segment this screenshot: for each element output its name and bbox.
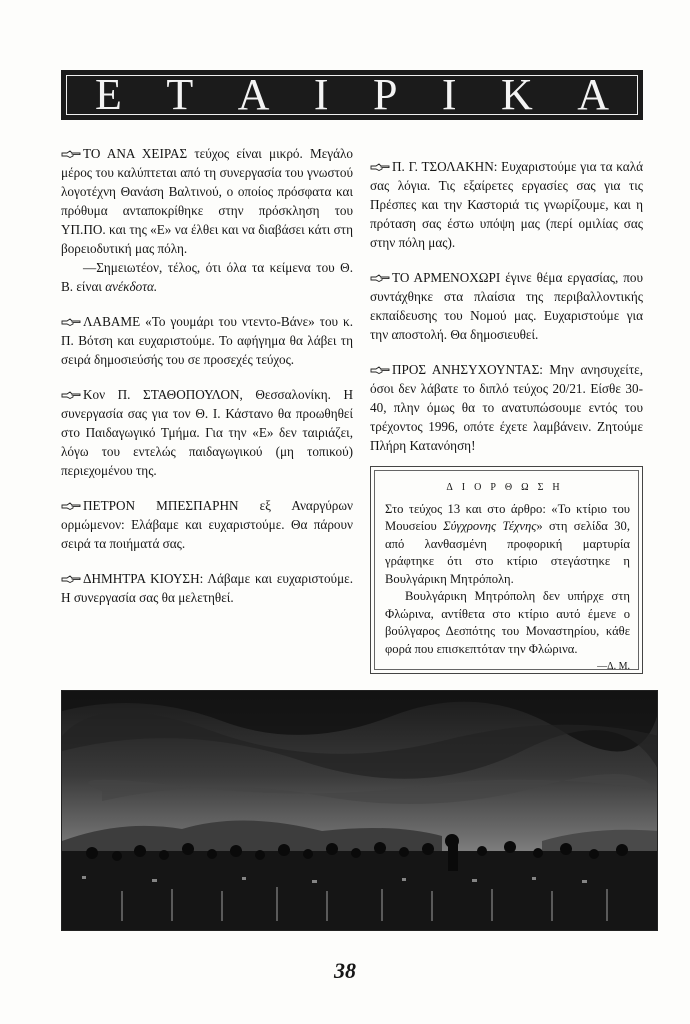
banner-letter: Ε [95, 70, 122, 119]
banner-letter: Κ [500, 70, 533, 119]
banner-letter: Ρ [372, 70, 398, 119]
notice-text: ΤΟ ΑΝΑ ΧΕΙΡΑΣ τεύχος είναι μικρό. Μεγάλο μέρος του καλύπτεται από τη συνεργασία του γνωστού λογοτέχνη Θανάση Βαλτινού, ο οποίος πρόσφατα και πρόθυμα ανταποκρίθηκε στην πρόσκληση του ΥΠ.ΠΟ. και της «Ε» να έλθει και να διαβάσει κάτι στη βορειοδυτική μας πόλη. [61, 146, 353, 256]
correction-text [385, 501, 630, 659]
notice-entry [61, 496, 353, 553]
banner-title [66, 70, 638, 119]
notice-text: Κον Π. ΣΤΑΘΟΠΟΥΛΟΝ, Θεσσαλονίκη. Η συνεργασία σας για τον Θ. Ι. Κάστανο θα προωθηθεί στο Παιδαγωγικό Τμήμα. Για την «Ε» δεν ταιριάζει, λόγω του εντελώς παιδαγωγικού (μη τοπικού) περιεχομένου της. [61, 387, 353, 478]
correction-box [370, 466, 643, 674]
correction-paragraph: Βουλγάρικη Μητρόπολη δεν υπήρχε στη Φλώρινα, αντίθετα στο κτίριο αυτό έμενε ο βούλγαρος Δεσπότης του Μοναστηρίου, κάθε φορά που επισκεπτόταν την Φλώρινα. [385, 589, 630, 656]
notice-entry [61, 312, 353, 369]
notice-entry [370, 268, 643, 344]
notice-text: ΔΗΜΗΤΡΑ ΚΙΟΥΣΗ: Λάβαμε και ευχαριστούμε. Η συνεργασία σας θα μελετηθεί. [61, 571, 353, 605]
pointing-hand-icon [61, 502, 81, 511]
pointing-hand-icon [370, 366, 390, 375]
page-number: 38 [334, 958, 356, 983]
left-column [61, 144, 353, 623]
notice-text: —Σημειωτέον, τέλος, ότι όλα τα κείμενα του Θ. Β. είναι [61, 260, 353, 294]
banner-letter: Α [577, 70, 609, 119]
correction-paragraph: » στη σελίδα 30, από λανθασμένη προφορική μαρτυρία γράφτηκε ότι στο κτίριο στεγάστηκε η Βουλγάρικη Μητρόπολη. [385, 519, 630, 586]
notice-entry [370, 360, 643, 455]
pointing-hand-icon [61, 318, 81, 327]
correction-paragraph: Στο τεύχος 13 και στο άρθρο: «Το κτίριο του Μουσείου [385, 501, 630, 533]
pointing-hand-icon [370, 274, 390, 283]
notice-entry [61, 569, 353, 607]
banner-letter: Τ [166, 70, 194, 119]
notice-entry [61, 144, 353, 296]
notice-entry [61, 385, 353, 480]
notice-entry [370, 157, 643, 252]
notice-text: ΠΡΟΣ ΑΝΗΣΥΧΟΥΝΤΑΣ: Μην ανησυχείτε, όσοι δεν λάβατε το διπλό τεύχος 20/21. Είσθε 30-40, πλην όμως θα το ανατυπώσουμε εντός του τρέχοντος 1996, οπότε έχετε λαμβάνειν. Ζητούμε Πλήρη Κατανόηση! [370, 362, 643, 453]
notice-text: ΛΑΒΑΜΕ «Το γουμάρι του ντεντο-Βάνε» του κ. Π. Βότση και ευχαριστούμε. Το αφήγημα θα λάβει τη σειρά δημοσιεύσής του σε προσεχές τεύχος. [61, 314, 353, 367]
banner-letter: Ι [441, 70, 457, 119]
notice-text: ΠΕΤΡΟΝ ΜΠΕΣΠΑΡΗΝ εξ Αναργύρων ορμώμενον: Ελάβαμε και ευχαριστούμε. Θα πάρουν σειρά τα ποιήματά σας. [61, 498, 353, 551]
banner-letter: Α [237, 70, 270, 119]
right-column [370, 157, 643, 471]
notice-text: Π. Γ. ΤΣΟΛΑΚΗΝ: Ευχαριστούμε για τα καλά σας λόγια. Τις εξαίρετες εργασίες σας για τις Πρέσπες και την Καστοριά τις γνωρίζουμε, και η πρόταση σας έστω υπόψη μας (περί ομιλίας σας στην πόλη μας). [370, 159, 643, 250]
section-banner [61, 70, 643, 120]
banner-letter: Ι [313, 70, 329, 119]
concert-photo [61, 690, 658, 931]
notice-text: ΤΟ ΑΡΜΕΝΟΧΩΡΙ έγινε θέμα εργασίας, που συντάχθηκε στα πλαίσια της περιβαλλοντικής εκπαίδευσης του Νομού μας. Ευχαριστούμε για την αποστολή. Θα δημοσιευθεί. [370, 270, 643, 342]
correction-title: ΔΙΟΡΘΩΣΗ [446, 482, 569, 493]
correction-signature: —Δ. Μ. [597, 661, 630, 672]
pointing-hand-icon [61, 150, 81, 159]
pointing-hand-icon [61, 391, 81, 400]
correction-emphasis: Σύγχρονης Τέχνης [443, 519, 537, 533]
pointing-hand-icon [61, 575, 81, 584]
pointing-hand-icon [370, 163, 390, 172]
notice-emphasis: ανέκδοτα. [105, 279, 158, 294]
